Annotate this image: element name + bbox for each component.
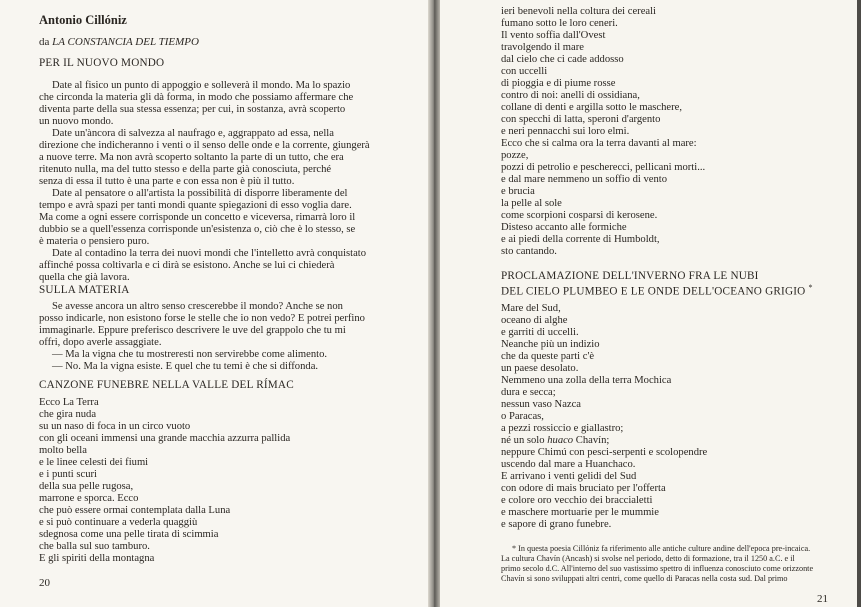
- section-heading-proclamazione-1: PROCLAMAZIONE DELL'INVERNO FRA LE NUBI: [501, 270, 759, 282]
- poem-line: uscendo dal mare a Huanchaco.: [501, 459, 636, 470]
- poem-line: Neanche più un indizio: [501, 339, 600, 350]
- text-line: offri, dopo averle assaggiate.: [39, 337, 162, 348]
- text-line: Ma come a ogni essere corrisponde un concetto e viceversa, rimarrà loro il: [39, 212, 356, 223]
- poem-line: che balla sul suo tamburo.: [39, 541, 150, 552]
- text-line: affinché possa coltivarla e ci dirà se esistono. Anche se lui ci chiederà: [39, 260, 335, 271]
- left-page: [0, 0, 428, 607]
- page-number-left: 20: [39, 577, 50, 589]
- poem-line: con uccelli: [501, 66, 548, 77]
- author-name: Antonio Cillóniz: [39, 13, 127, 27]
- poem-line: fumano sotto le loro ceneri.: [501, 18, 618, 29]
- poem-line: pozzi di petrolio e pescherecci, pellicani morti...: [501, 162, 706, 173]
- poem-line: su un naso di foca in un circo vuoto: [39, 421, 191, 432]
- book-gutter: [428, 0, 440, 607]
- poem-fragment-italic: huaco: [547, 435, 574, 446]
- poem-line: pozze,: [501, 150, 529, 161]
- poem-line: E gli spiriti della montagna: [39, 553, 155, 564]
- text-line: Se avesse ancora un altro senso crescerebbe il mondo? Anche se non: [52, 301, 343, 312]
- poem-line: E arrivano i venti gelidi del Sud: [501, 471, 637, 482]
- poem-line: Disteso accanto alle formiche: [501, 222, 627, 233]
- text-line: è materia o pensiero puro.: [39, 236, 150, 247]
- footnote-line: * In questa poesia Cillóniz fa riferimento alle antiche culture andine dell'epoca pre-incaica.: [512, 544, 811, 553]
- poem-line: oceano di alghe: [501, 315, 568, 326]
- footnote-mark: *: [808, 283, 813, 292]
- text-line: ritenuto nulla, ma del tutto stesso e della parte già conosciuta, perché: [39, 164, 332, 175]
- poem-line: nessun vaso Nazca: [501, 399, 582, 410]
- poem-line: e dal mare nemmeno un soffio di vento: [501, 174, 668, 185]
- poem-line: che può essere ormai contemplata dalla Luna: [39, 505, 231, 516]
- source-title: LA CONSTANCIA DEL TIEMPO: [52, 36, 199, 48]
- poem-fragment: Chavín;: [575, 435, 610, 446]
- poem-line: contro di noi: anelli di ossidiana,: [501, 90, 640, 101]
- poem-line: e colore oro vecchio dei braccialetti: [501, 495, 653, 506]
- footnote-line: Chavín si sono sviluppati altri centri, come quello di Paracas nella costa sud. Dal primo: [501, 574, 788, 583]
- poem-line: che gira nuda: [39, 409, 97, 420]
- page-edge-shadow: [857, 0, 861, 607]
- right-page: [440, 0, 861, 607]
- poem-line: e brucia: [501, 186, 535, 197]
- text-line: Date al pensatore o all'artista la possibilità di disporre liberamente del: [52, 188, 348, 199]
- poem-line: travolgendo il mare: [501, 42, 584, 53]
- text-line: un nuovo mondo.: [39, 116, 114, 127]
- poem-line: e ai piedi della corrente di Humboldt,: [501, 234, 660, 245]
- poem-line: e garriti di uccelli.: [501, 327, 579, 338]
- poem-line: marrone e sporca. Ecco: [39, 493, 139, 504]
- text-line: quella che già lavora.: [39, 272, 130, 283]
- poem-line: Nemmeno una zolla della terra Mochica: [501, 375, 672, 386]
- poem-line: di pioggia e di piume rosse: [501, 78, 616, 89]
- section-heading-proclamazione-2: [501, 283, 813, 298]
- poem-line: e si può continuare a vederla quaggiù: [39, 517, 198, 528]
- poem-line: e sapore di grano funebre.: [501, 519, 612, 530]
- section-heading-sulla-materia: SULLA MATERIA: [39, 284, 130, 296]
- text-line: Date un'àncora di salvezza al naufrago e, aggrappato ad essa, nella: [52, 128, 334, 139]
- text-line: posso indicarle, non esistono forse le stelle che io non vedo? E potrei perfino: [39, 313, 365, 324]
- poem-line: sto cantando.: [501, 246, 557, 257]
- poem-line: la pelle al sole: [501, 198, 562, 209]
- poem-line: con specchi di latta, speroni d'argento: [501, 114, 661, 125]
- text-line: dubbio se a quell'essenza corrisponde un'esistenza o, ciò che è lo stesso, se: [39, 224, 356, 235]
- poem-line: dura e secca;: [501, 387, 556, 398]
- text-line: diventa parte della sua stessa essenza; per cui, in sostanza, avrà scoperto: [39, 104, 346, 115]
- poem-line: della sua pelle rugosa,: [39, 481, 134, 492]
- text-line: direzione che indicheranno i venti o il senso delle onde e la corrente, giungerà: [39, 140, 370, 151]
- poem-line: [501, 435, 609, 447]
- footnote-line: La cultura Chavín (Ancash) si svolse nel periodo, detto di formazione, tra il 1250 a.C. e il: [501, 554, 795, 563]
- poem-line: e neri pennacchi sui loro elmi.: [501, 126, 630, 137]
- poem-line: che da queste parti c'è: [501, 351, 595, 362]
- poem-line: con gli oceani immensi una grande macchia azzurra pallida: [39, 433, 291, 444]
- text-line: Date al contadino la terra dei nuovi mondi che l'intelletto avrà conquistato: [52, 248, 367, 259]
- section-heading-canzone-funebre: CANZONE FUNEBRE NELLA VALLE DEL RÍMAC: [39, 379, 294, 391]
- source-line: [39, 36, 199, 48]
- text-line: senza di essa il tutto è una parte e con essa non è più il tutto.: [39, 176, 295, 187]
- text-line: tempo e avrà spazi per tanti mondi quante spiegazioni di esso voglia dare.: [39, 200, 352, 211]
- poem-line: Ecco che si calma ora la terra davanti al mare:: [501, 138, 697, 149]
- poem-line: e maschere mortuarie per le mummie: [501, 507, 659, 518]
- poem-line: sdegnosa come una pelle tirata di scimmia: [39, 529, 219, 540]
- poem-fragment: né un solo: [501, 435, 545, 446]
- text-line: a nuove terre. Ma non avrà scoperto soltanto la parte di un tutto, che era: [39, 152, 344, 163]
- poem-line: o Paracas,: [501, 411, 544, 422]
- text-line: — No. Ma la vigna esiste. E quel che tu temi è che si diffonda.: [52, 361, 319, 372]
- text-line: — Ma la vigna che tu mostreresti non servirebbe come alimento.: [52, 349, 328, 360]
- poem-line: come scorpioni cosparsi di kerosene.: [501, 210, 658, 221]
- poem-line: neppure Chimú con pesci-serpenti e scolopendre: [501, 447, 708, 458]
- source-prefix: da: [39, 36, 50, 48]
- heading-text: DEL CIELO PLUMBEO E LE ONDE DELL'OCEANO GRIGIO: [501, 285, 806, 298]
- text-line: immaginarle. Eppure preferisco descrivere le uve del grappolo che tu mi: [39, 325, 346, 336]
- section-heading-nuovo-mondo: PER IL NUOVO MONDO: [39, 57, 165, 69]
- poem-line: ieri benevoli nella coltura dei cereali: [501, 6, 657, 17]
- text-line: che circonda la materia gli dà forma, in modo che possiamo affermare che: [39, 92, 354, 103]
- text-line: Date al fisico un punto di appoggio e solleverà il mondo. Ma lo spazio: [52, 80, 351, 91]
- poem-line: con odore di mais bruciato per l'offerta: [501, 483, 666, 494]
- poem-line: Ecco La Terra: [39, 397, 99, 408]
- poem-line: Il vento soffia dall'Ovest: [501, 30, 606, 41]
- poem-line: e le linee celesti dei fiumi: [39, 457, 149, 468]
- poem-line: Mare del Sud,: [501, 303, 561, 314]
- poem-line: collane di denti e argilla sotto le maschere,: [501, 102, 683, 113]
- footnote-line: primo secolo d.C. All'interno del suo vastissimo spettro di influenza conosciuto come orizzonte: [501, 564, 814, 573]
- poem-line: un paese desolato.: [501, 363, 579, 374]
- page-number-right: 21: [817, 593, 828, 605]
- poem-line: molto bella: [39, 445, 87, 456]
- poem-line: e i punti scuri: [39, 469, 97, 480]
- poem-line: a pezzi rossiccio e giallastro;: [501, 423, 624, 434]
- poem-line: dal cielo che ci cade addosso: [501, 54, 624, 65]
